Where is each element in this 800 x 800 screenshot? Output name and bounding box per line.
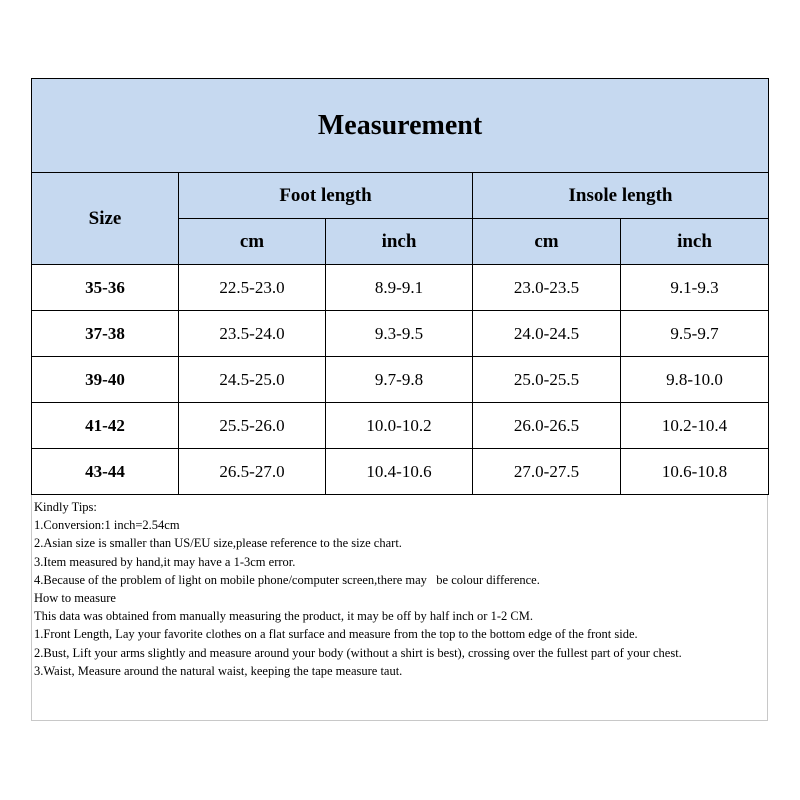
insole-cm-cell: 26.0-26.5 [473, 403, 621, 449]
insole-cm-cell: 24.0-24.5 [473, 311, 621, 357]
insole-cm-cell: 27.0-27.5 [473, 449, 621, 495]
note-line: 1.Front Length, Lay your favorite clothes on a flat surface and measure from the top to the bottom edge of the front side. [34, 627, 638, 642]
table-row [32, 403, 769, 449]
insole-inch-cell: 9.5-9.7 [621, 311, 769, 357]
note-line: 1.Conversion:1 inch=2.54cm [34, 518, 180, 533]
foot-inch-cell: 10.4-10.6 [326, 449, 473, 495]
insole-cm-cell: 25.0-25.5 [473, 357, 621, 403]
foot-length-header: Foot length [179, 173, 473, 219]
note-line: Kindly Tips: [34, 500, 97, 514]
size-cell: 43-44 [32, 449, 179, 495]
foot-cm-header: cm [179, 219, 326, 265]
table-title: Measurement [32, 79, 769, 173]
foot-inch-cell: 9.3-9.5 [326, 311, 473, 357]
insole-length-header: Insole length [473, 173, 769, 219]
insole-inch-cell: 10.6-10.8 [621, 449, 769, 495]
note-line: This data was obtained from manually measuring the product, it may be off by half inch or 1-2 CM. [34, 609, 533, 624]
size-header: Size [32, 173, 179, 265]
size-cell: 35-36 [32, 265, 179, 311]
foot-cm-cell: 25.5-26.0 [179, 403, 326, 449]
foot-cm-cell: 24.5-25.0 [179, 357, 326, 403]
size-cell: 37-38 [32, 311, 179, 357]
foot-inch-cell: 9.7-9.8 [326, 357, 473, 403]
group-header-row [32, 173, 769, 219]
foot-inch-cell: 10.0-10.2 [326, 403, 473, 449]
note-line: 2.Asian size is smaller than US/EU size,please reference to the size chart. [34, 536, 402, 551]
foot-cm-cell: 26.5-27.0 [179, 449, 326, 495]
note-line: 2.Bust, Lift your arms slightly and measure around your body (without a shirt is best), crossing over the fullest part of your chest. [34, 645, 682, 660]
insole-inch-cell: 9.8-10.0 [621, 357, 769, 403]
foot-inch-header: inch [326, 219, 473, 265]
tips-notes [31, 495, 768, 721]
foot-cm-cell: 22.5-23.0 [179, 265, 326, 311]
table-row [32, 311, 769, 357]
insole-inch-header: inch [621, 219, 769, 265]
size-table [31, 78, 769, 495]
insole-inch-cell: 9.1-9.3 [621, 265, 769, 311]
size-cell: 41-42 [32, 403, 179, 449]
size-cell: 39-40 [32, 357, 179, 403]
table-row [32, 265, 769, 311]
note-line: How to measure [34, 591, 116, 606]
insole-cm-header: cm [473, 219, 621, 265]
note-line: 3.Item measured by hand,it may have a 1-3cm error. [34, 554, 296, 569]
size-chart [31, 78, 768, 721]
insole-cm-cell: 23.0-23.5 [473, 265, 621, 311]
insole-inch-cell: 10.2-10.4 [621, 403, 769, 449]
table-row [32, 449, 769, 495]
note-line: 3.Waist, Measure around the natural waist, keeping the tape measure taut. [34, 663, 403, 678]
foot-cm-cell: 23.5-24.0 [179, 311, 326, 357]
table-row [32, 357, 769, 403]
note-line: 4.Because of the problem of light on mobile phone/computer screen,there may be colour difference. [34, 572, 540, 587]
foot-inch-cell: 8.9-9.1 [326, 265, 473, 311]
title-row [32, 79, 769, 173]
